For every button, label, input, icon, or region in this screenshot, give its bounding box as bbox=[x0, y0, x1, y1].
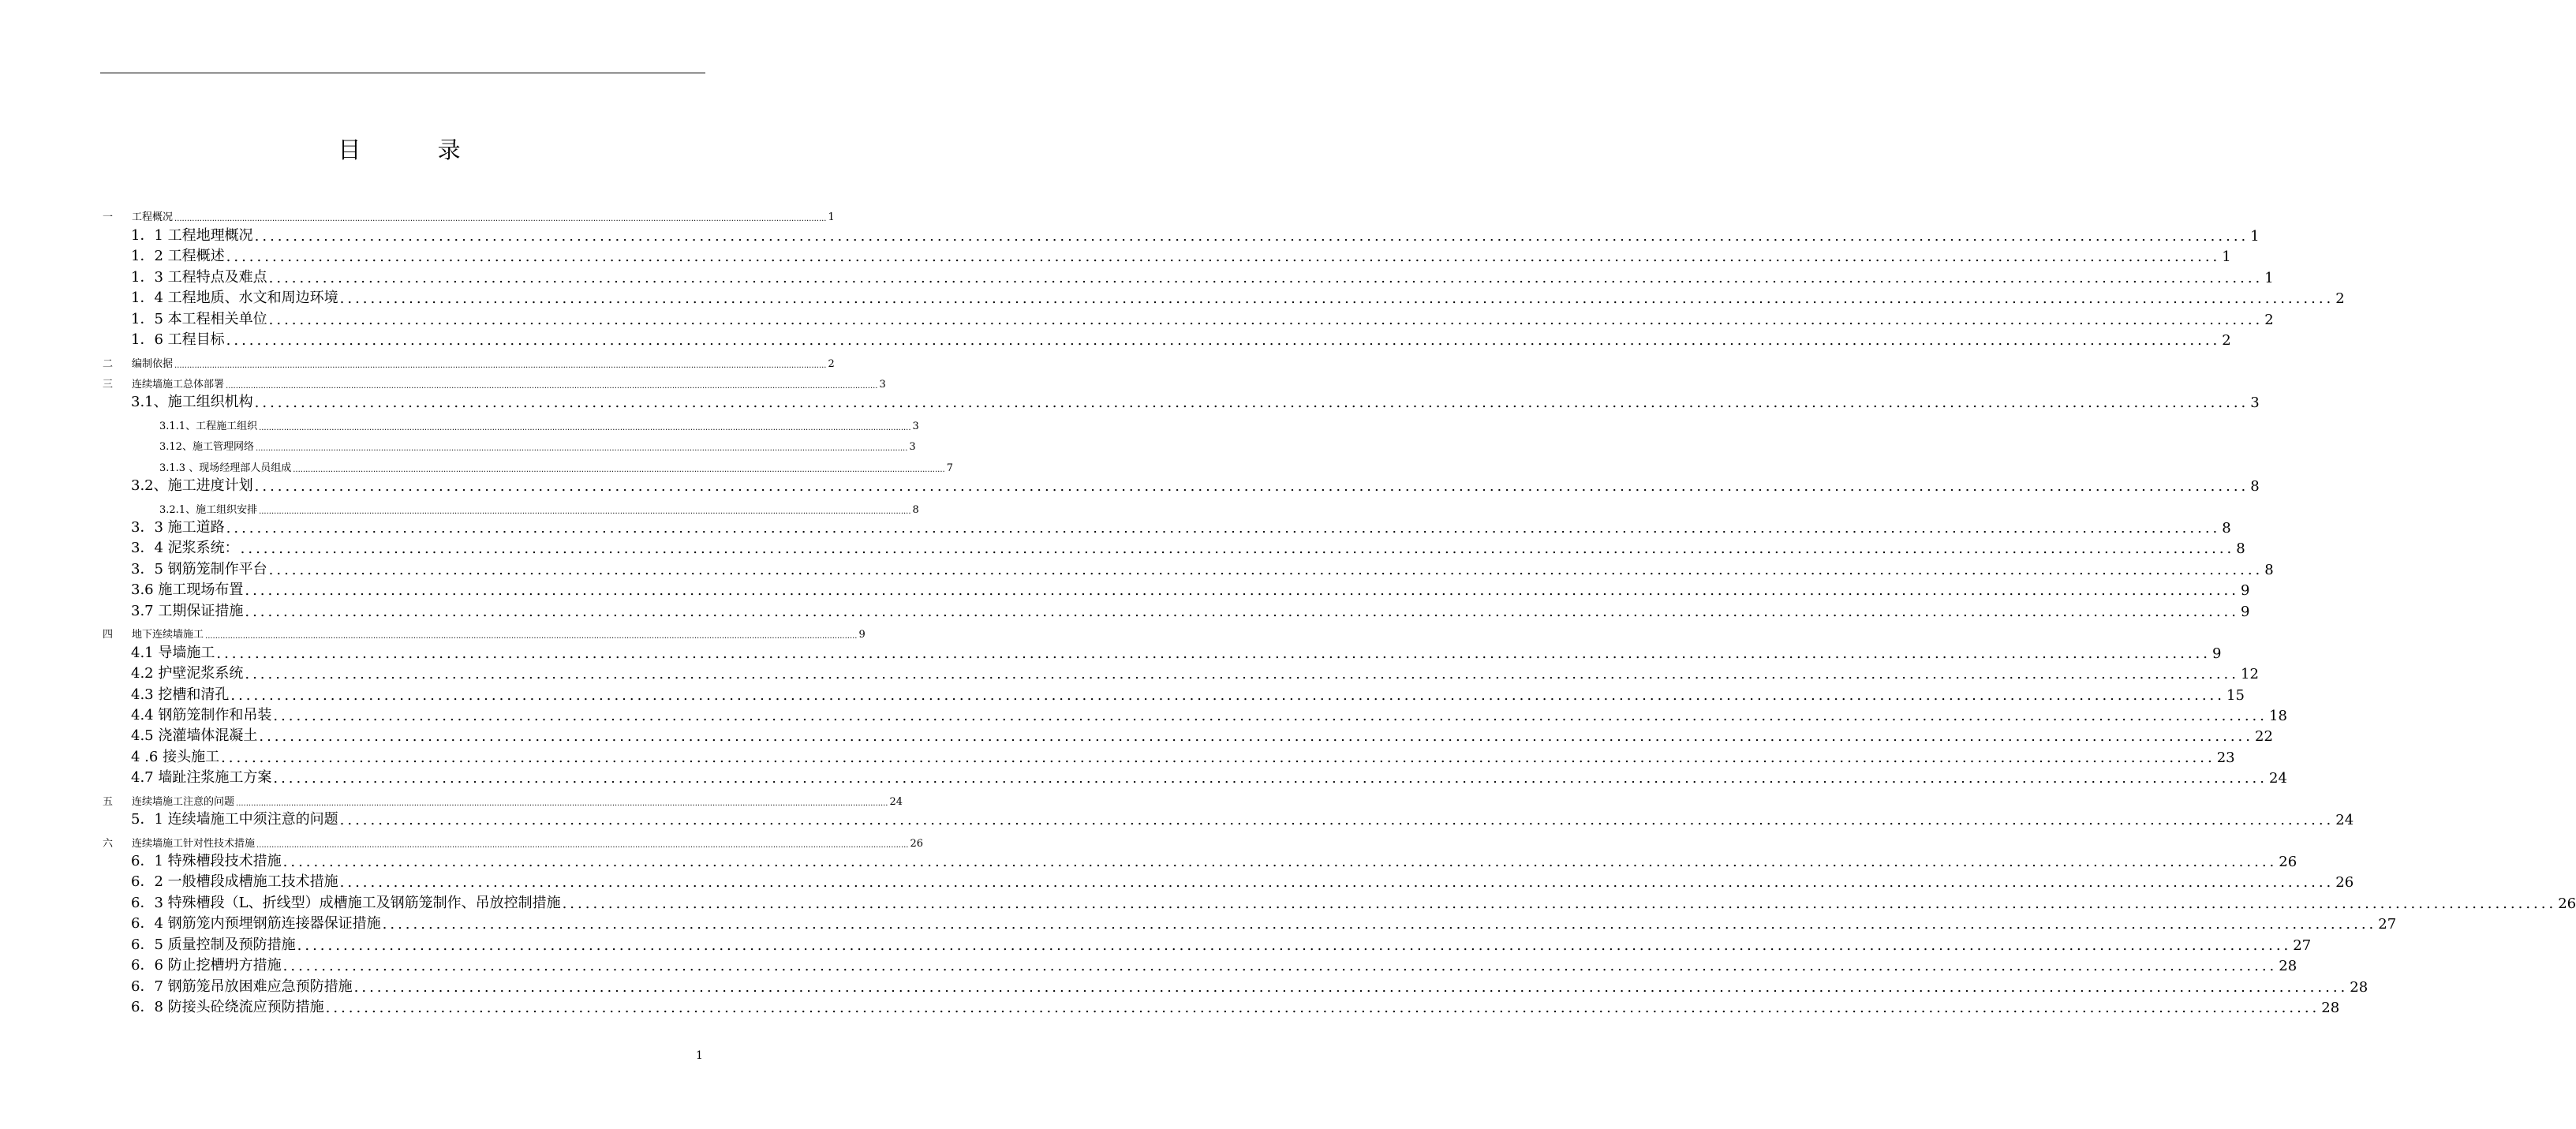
toc-entry-page: 9 bbox=[858, 629, 866, 641]
toc-entry-page: 24 bbox=[889, 795, 903, 808]
toc-entry-label: 5．1 连续墙施工中须注意的问题 bbox=[131, 811, 338, 828]
toc-entry[interactable] bbox=[103, 620, 866, 641]
toc-entry-page: 26 bbox=[2558, 895, 2576, 912]
toc-entry-page: 2 bbox=[2264, 311, 2274, 328]
toc-entry-label: 6．2 一般槽段成槽施工技术措施 bbox=[131, 873, 338, 891]
toc-dot-leader: .................................................................................................................................................................................................................................................................... bbox=[174, 215, 827, 224]
toc-dot-leader: .................................................................................................................................................................................................................................................................... bbox=[254, 478, 2249, 495]
toc-entry-label: 4.2 护壁泥浆系统 bbox=[131, 665, 244, 682]
toc-dot-leader: .................................................................................................................................................................................................................................................................... bbox=[245, 582, 2239, 600]
toc-dot-leader: .................................................................................................................................................................................................................................................................... bbox=[256, 840, 909, 850]
toc-entry-page: 3 bbox=[2250, 394, 2260, 412]
toc-dot-leader: .................................................................................................................................................................................................................................................................... bbox=[268, 269, 2264, 286]
toc-entry[interactable] bbox=[103, 912, 2397, 933]
toc-entry-label: 6．1 特殊槽段技术措施 bbox=[131, 853, 282, 869]
toc-dot-leader: .................................................................................................................................................................................................................................................................... bbox=[254, 394, 2249, 412]
toc-entry-page: 28 bbox=[2279, 958, 2297, 975]
toc-dot-leader: .................................................................................................................................................................................................................................................................... bbox=[259, 423, 911, 432]
toc-entry-page: 8 bbox=[2236, 540, 2245, 558]
toc-dot-leader: .................................................................................................................................................................................................................................................................... bbox=[293, 465, 945, 474]
toc-entry-page: 3 bbox=[909, 441, 916, 454]
toc-entry-label: 3.12、施工管理网络 bbox=[159, 441, 254, 454]
toc-dot-leader: .................................................................................................................................................................................................................................................................... bbox=[226, 381, 878, 391]
toc-entry-page: 2 bbox=[2335, 290, 2345, 308]
toc-entry[interactable] bbox=[103, 307, 2274, 328]
toc-entry[interactable] bbox=[103, 787, 903, 808]
toc-entry[interactable] bbox=[103, 516, 2231, 536]
toc-entry-page: 1 bbox=[828, 211, 835, 224]
toc-entry[interactable] bbox=[103, 891, 2576, 912]
page-title: 目 录 bbox=[338, 136, 495, 163]
toc-entry[interactable] bbox=[103, 828, 924, 850]
toc-entry[interactable] bbox=[103, 954, 2297, 975]
toc-entry-label: 4 .6 接头施工 bbox=[131, 748, 220, 765]
toc-entry[interactable] bbox=[103, 933, 2312, 954]
toc-entry-page: 24 bbox=[2269, 770, 2287, 787]
toc-entry-label: 连续墙施工注意的问题 bbox=[132, 795, 235, 808]
toc-dot-leader: .................................................................................................................................................................................................................................................................... bbox=[339, 874, 2335, 892]
toc-entry-label: 6．5 质量控制及预防措施 bbox=[131, 936, 296, 953]
toc-dot-leader: .................................................................................................................................................................................................................................................................... bbox=[562, 895, 2557, 912]
toc-entry-number: 五 bbox=[103, 795, 114, 808]
toc-dot-leader: .................................................................................................................................................................................................................................................................... bbox=[268, 311, 2264, 328]
toc-entry-page: 27 bbox=[2293, 936, 2312, 954]
toc-dot-leader: .................................................................................................................................................................................................................................................................... bbox=[226, 520, 2221, 536]
toc-dot-leader: .................................................................................................................................................................................................................................................................... bbox=[240, 540, 2235, 558]
toc-entry-label: 4.3 挖槽和清孔 bbox=[131, 686, 230, 703]
toc-entry[interactable] bbox=[103, 578, 2250, 600]
toc-entry-label: 1．4 工程地质、水文和周边环境 bbox=[131, 290, 338, 307]
toc-entry-page: 9 bbox=[2212, 645, 2222, 662]
toc-entry-label: 3．5 钢筋笼制作平台 bbox=[131, 560, 267, 578]
toc-entry[interactable] bbox=[103, 328, 2231, 350]
toc-entry-label: 1．3 工程特点及难点 bbox=[131, 268, 267, 286]
toc-dot-leader: .................................................................................................................................................................................................................................................................... bbox=[259, 507, 911, 516]
toc-dot-leader: .................................................................................................................................................................................................................................................................... bbox=[221, 749, 2215, 766]
toc-entry-page: 7 bbox=[946, 462, 953, 474]
toc-entry-page: 1 bbox=[2222, 249, 2231, 266]
toc-entry-page: 9 bbox=[2241, 603, 2250, 620]
toc-entry-label: 1．5 本工程相关单位 bbox=[131, 310, 267, 327]
toc-entry-label: 3.2.1、施工组织安排 bbox=[159, 503, 258, 516]
toc-entry-label: 连续墙施工针对性技术措施 bbox=[132, 837, 256, 850]
toc-entry-label: 4.4 钢筋笼制作和吊装 bbox=[131, 706, 272, 723]
toc-entry-label: 3.6 施工现场布置 bbox=[131, 581, 244, 599]
toc-dot-leader: .................................................................................................................................................................................................................................................................... bbox=[282, 854, 2278, 870]
toc-entry[interactable] bbox=[103, 557, 2274, 578]
toc-entry[interactable] bbox=[103, 411, 919, 432]
toc-entry-page: 23 bbox=[2216, 749, 2235, 766]
toc-entry-number: 六 bbox=[103, 837, 114, 850]
toc-entry-label: 6．6 防止挖槽坍方措施 bbox=[131, 957, 282, 974]
toc-entry[interactable] bbox=[103, 495, 919, 516]
toc-entry-label: 3.1.1、工程施工组织 bbox=[159, 420, 258, 432]
toc-entry[interactable] bbox=[103, 391, 2260, 412]
toc-entry-page: 2 bbox=[2222, 332, 2231, 350]
toc-entry-number: 二 bbox=[103, 357, 114, 370]
toc-dot-leader: .................................................................................................................................................................................................................................................................... bbox=[230, 686, 2225, 704]
toc-dot-leader: .................................................................................................................................................................................................................................................................... bbox=[205, 632, 858, 641]
toc-entry-page: 3 bbox=[912, 420, 919, 432]
toc-dot-leader: .................................................................................................................................................................................................................................................................... bbox=[353, 978, 2349, 996]
toc-entry-label: 1．1 工程地理概况 bbox=[131, 226, 253, 244]
toc-dot-leader: .................................................................................................................................................................................................................................................................... bbox=[245, 603, 2239, 620]
toc-entry[interactable] bbox=[103, 286, 2345, 308]
toc-entry-label: 4.5 浇灌墙体混凝土 bbox=[131, 727, 258, 745]
toc-dot-leader: .................................................................................................................................................................................................................................................................... bbox=[226, 249, 2221, 266]
toc-entry-number: 四 bbox=[103, 629, 114, 641]
toc-entry-page: 26 bbox=[2335, 874, 2354, 892]
toc-entry[interactable] bbox=[103, 474, 2260, 495]
toc-entry-page: 1 bbox=[2264, 269, 2274, 286]
toc-dot-leader: .................................................................................................................................................................................................................................................................... bbox=[297, 936, 2292, 954]
toc-entry-page: 1 bbox=[2250, 227, 2260, 245]
toc-dot-leader: .................................................................................................................................................................................................................................................................... bbox=[245, 666, 2239, 683]
toc-entry-label: 连续墙施工总体部署 bbox=[132, 378, 225, 391]
toc-entry-label: 3.1、施工组织机构 bbox=[131, 394, 253, 411]
toc-entry-page: 27 bbox=[2378, 916, 2397, 933]
toc-entry-page: 22 bbox=[2255, 728, 2273, 746]
toc-entry-page: 18 bbox=[2269, 707, 2287, 724]
toc-entry[interactable] bbox=[103, 203, 835, 224]
toc-dot-leader: .................................................................................................................................................................................................................................................................... bbox=[339, 812, 2335, 829]
toc-entry-page: 28 bbox=[2321, 1000, 2340, 1017]
toc-entry[interactable] bbox=[103, 766, 2287, 787]
toc-entry-label: 3.7 工期保证措施 bbox=[131, 602, 244, 619]
toc-entry-page: 8 bbox=[2250, 478, 2260, 495]
toc-entry[interactable] bbox=[103, 682, 2245, 704]
toc-dot-leader: .................................................................................................................................................................................................................................................................... bbox=[268, 561, 2264, 578]
toc-entry-page: 9 bbox=[2241, 582, 2250, 600]
toc-entry-label: 3.2、施工进度计划 bbox=[131, 477, 253, 495]
toc-dot-leader: .................................................................................................................................................................................................................................................................... bbox=[236, 798, 888, 808]
toc-entry[interactable] bbox=[103, 870, 2354, 892]
toc-entry-number: 三 bbox=[103, 378, 114, 391]
toc-entry[interactable] bbox=[103, 223, 2260, 245]
toc-entry-label: 工程概况 bbox=[132, 211, 174, 224]
toc-entry-page: 3 bbox=[879, 378, 886, 391]
table-of-contents bbox=[103, 203, 2576, 1017]
toc-dot-leader: .................................................................................................................................................................................................................................................................... bbox=[325, 1000, 2320, 1017]
toc-entry-label: 4.1 导墙施工 bbox=[131, 644, 215, 661]
toc-entry[interactable] bbox=[103, 808, 2354, 829]
toc-entry-label: 3．4 泥浆系统： bbox=[131, 540, 239, 557]
toc-entry[interactable] bbox=[103, 850, 2297, 870]
toc-entry-page: 8 bbox=[2264, 561, 2274, 578]
toc-entry[interactable] bbox=[103, 370, 886, 391]
toc-entry-number: 一 bbox=[103, 211, 114, 224]
toc-entry[interactable] bbox=[103, 536, 2245, 558]
toc-entry-label: 地下连续墙施工 bbox=[132, 629, 204, 641]
toc-entry[interactable] bbox=[103, 662, 2259, 683]
toc-dot-leader: .................................................................................................................................................................................................................................................................... bbox=[254, 227, 2249, 245]
toc-dot-leader: .................................................................................................................................................................................................................................................................... bbox=[273, 707, 2268, 724]
toc-entry-label: 6．7 钢筋笼吊放困难应急预防措施 bbox=[131, 978, 353, 995]
toc-entry[interactable] bbox=[103, 974, 2368, 996]
toc-entry-label: 1．2 工程概述 bbox=[131, 248, 225, 265]
toc-entry[interactable] bbox=[103, 599, 2250, 620]
toc-entry[interactable] bbox=[103, 349, 835, 370]
toc-entry[interactable] bbox=[103, 996, 2340, 1017]
toc-entry[interactable] bbox=[103, 245, 2231, 266]
toc-entry-page: 12 bbox=[2241, 666, 2259, 683]
toc-entry[interactable] bbox=[103, 432, 916, 454]
toc-entry-label: 6．8 防接头砼绕流应预防措施 bbox=[131, 999, 324, 1016]
toc-entry-label: 6．4 钢筋笼内预埋钢筋连接器保证措施 bbox=[131, 915, 381, 933]
toc-entry-label: 编制依据 bbox=[132, 357, 174, 370]
toc-entry[interactable] bbox=[103, 745, 2235, 766]
footer-page-number: 1 bbox=[696, 1049, 703, 1062]
toc-entry-label: 1．6 工程目标 bbox=[131, 331, 225, 349]
toc-dot-leader: .................................................................................................................................................................................................................................................................... bbox=[282, 958, 2278, 975]
toc-dot-leader: .................................................................................................................................................................................................................................................................... bbox=[339, 290, 2335, 308]
toc-entry-page: 24 bbox=[2335, 812, 2354, 829]
toc-entry[interactable] bbox=[103, 724, 2273, 746]
toc-entry-page: 8 bbox=[2222, 520, 2231, 536]
toc-dot-leader: .................................................................................................................................................................................................................................................................... bbox=[174, 361, 827, 370]
toc-entry[interactable] bbox=[103, 453, 953, 474]
toc-entry[interactable] bbox=[103, 704, 2287, 724]
toc-dot-leader: .................................................................................................................................................................................................................................................................... bbox=[273, 770, 2268, 787]
toc-dot-leader: .................................................................................................................................................................................................................................................................... bbox=[226, 332, 2221, 350]
toc-entry-page: 26 bbox=[910, 837, 924, 850]
toc-entry-page: 15 bbox=[2226, 686, 2245, 704]
toc-entry-label: 3．3 施工道路 bbox=[131, 519, 225, 536]
toc-entry-page: 2 bbox=[828, 357, 835, 370]
toc-entry-label: 3.1.3 、现场经理部人员组成 bbox=[159, 462, 292, 474]
toc-entry[interactable] bbox=[103, 641, 2222, 662]
toc-dot-leader: .................................................................................................................................................................................................................................................................... bbox=[382, 916, 2377, 933]
toc-dot-leader: .................................................................................................................................................................................................................................................................... bbox=[255, 444, 908, 454]
toc-entry-page: 8 bbox=[912, 503, 919, 516]
toc-entry[interactable] bbox=[103, 265, 2274, 286]
toc-entry-label: 4.7 墙趾注浆施工方案 bbox=[131, 769, 272, 787]
toc-dot-leader: .................................................................................................................................................................................................................................................................... bbox=[259, 728, 2253, 746]
toc-entry-label: 6．3 特殊槽段（L、折线型）成槽施工及钢筋笼制作、吊放控制措施 bbox=[131, 894, 561, 911]
toc-entry-page: 28 bbox=[2350, 978, 2368, 996]
toc-dot-leader: .................................................................................................................................................................................................................................................................... bbox=[216, 645, 2211, 662]
toc-entry-page: 26 bbox=[2279, 854, 2297, 870]
